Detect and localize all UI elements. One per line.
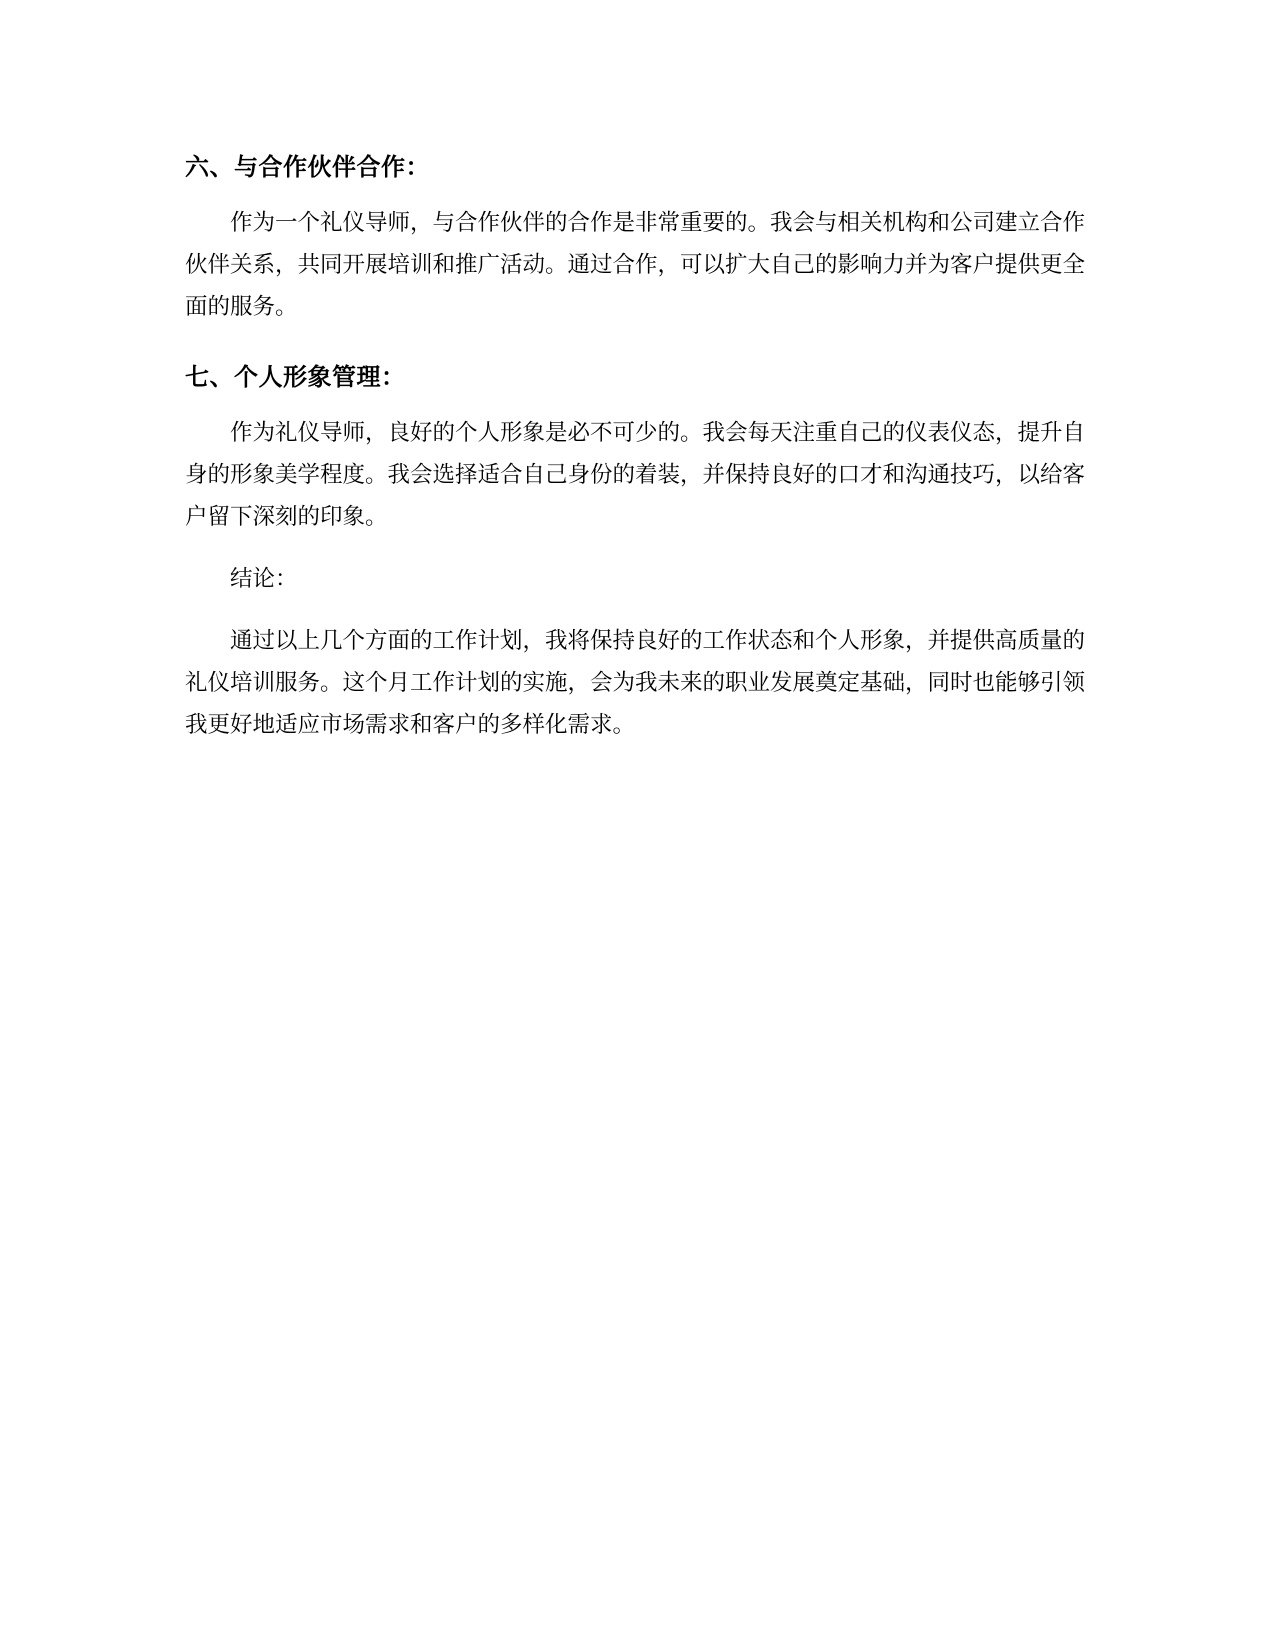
section-heading-partner-cooperation: 六、与合作伙伴合作： — [185, 153, 430, 181]
document-body — [185, 140, 1085, 746]
section-paragraph-partner-cooperation: 作为一个礼仪导师，与合作伙伴的合作是非常重要的。我会与相关机构和公司建立合作伙伴关系，共同开展培训和推广活动。通过合作，可以扩大自己的影响力并为客户提供更全面的服务。 — [185, 210, 1086, 320]
section-paragraph-personal-image: 作为礼仪导师，良好的个人形象是必不可少的。我会每天注重自己的仪表仪态，提升自身的形象美学程度。我会选择适合自己身份的着装，并保持良好的口才和沟通技巧，以给客户留下深刻的印象。 — [185, 420, 1086, 530]
section-heading-personal-image: 七、个人形象管理： — [185, 363, 406, 391]
conclusion-label: 结论： — [230, 566, 298, 592]
conclusion-paragraph: 通过以上几个方面的工作计划，我将保持良好的工作状态和个人形象，并提供高质量的礼仪培训服务。这个月工作计划的实施，会为我未来的职业发展奠定基础，同时也能够引领我更好地适应市场需求和客户的多样化需求。 — [185, 628, 1086, 738]
